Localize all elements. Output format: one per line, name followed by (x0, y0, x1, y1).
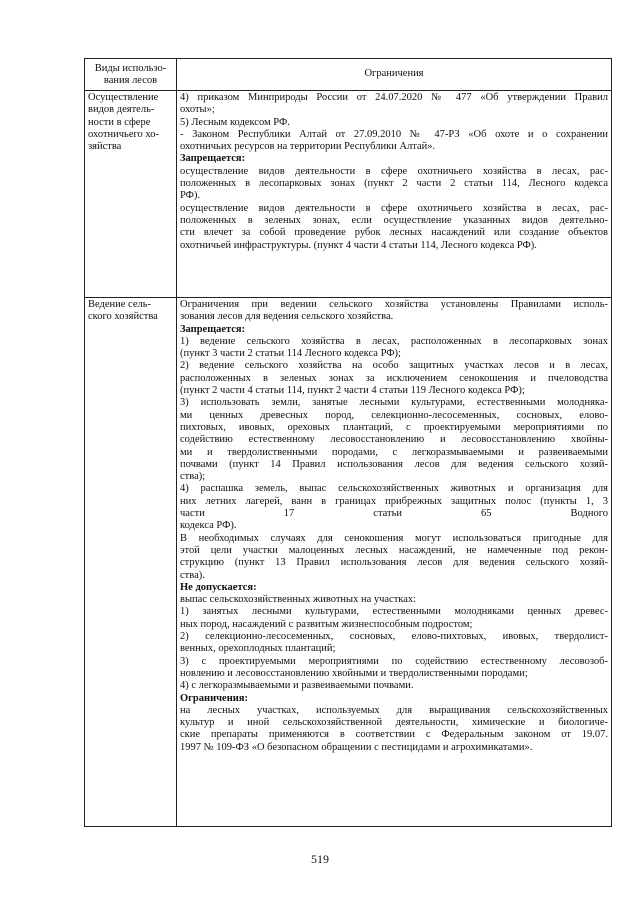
restriction-text-line: РФ). (180, 190, 201, 202)
forest-use-type-line: Ведение сель- (88, 299, 152, 310)
restriction-text-line: осуществление видов деятельности в сфере охотничьего хозяйства в лесах, рас- (180, 165, 608, 177)
restriction-text-line: 4) распашка земель, выпас сельскохозяйственных животных и организация для (180, 483, 608, 495)
restriction-text-line: ские препараты применяются в соответствии с Федеральным законом от 19.07. (180, 729, 608, 741)
restriction-text-line: ства). (180, 569, 205, 581)
restriction-text-line: охоты»; (180, 104, 215, 116)
forest-use-type-cell (85, 298, 177, 827)
section-heading: Запрещается: (180, 153, 246, 165)
restriction-text-line: ных пород, насаждений с развитым жизнеспособным подростом; (180, 618, 473, 630)
restriction-text-line: почвами (пункт 14 Правил использования лесов для ведения сельского хозяй- (180, 458, 608, 470)
restriction-text-line: положенных в лесопарковых зонах (пункт 2 части 2 статьи 114, Лесного кодекса (180, 178, 608, 190)
restriction-text-line: ми и твердолиственными породами, с легкоразмываемыми и развеиваемыми (180, 446, 608, 458)
forest-use-type-line: видов деятель- (88, 104, 155, 116)
restrictions-cell (177, 91, 612, 298)
table-header-row (85, 59, 612, 91)
restriction-text-line: венных, орехоплодных плантаций; (180, 643, 336, 655)
restriction-text-line: В необходимых случаях для сенокошения могут использоваться пригодные для (180, 532, 608, 544)
header-forest-use-line: Виды использо- (94, 62, 167, 74)
restriction-text-line: них летних лагерей, ванн в границах прибрежных защитных полос (пункты 1, 3 (180, 495, 608, 507)
restriction-text-line: сти влечет за собой проведение рубок лесных насаждений или создание объектов (180, 227, 608, 239)
restriction-text-line: (пункт 2 части 4 статьи 114, пункт 2 части 4 статьи 119 Лесного кодекса РФ); (180, 385, 525, 397)
section-heading: Ограничения: (180, 692, 248, 704)
table-row (85, 298, 612, 827)
restriction-text-line: положенных в зеленых зонах, если осуществление указанных видов деятельно- (180, 214, 608, 226)
restriction-text-line: кодекса РФ). (180, 520, 237, 532)
restriction-text-line: 1) занятых лесными культурами, естественными молодняками ценных древес- (180, 606, 608, 618)
restriction-text-line: выпас сельскохозяйственных животных на участках: (180, 594, 417, 606)
restriction-text-line: 4) приказом Минприроды России от 24.07.2020 № 477 «Об утверждении Правил (180, 92, 608, 103)
restriction-text-line: пихтовых, ивовых, ореховых плантаций, с проектируемыми мероприятиями по (180, 421, 608, 433)
restriction-text-line: зования лесов для ведения сельского хозяйства. (180, 311, 394, 323)
restriction-text-line: на лесных участках, используемых для выращивания сельскохозяйственных (180, 704, 608, 716)
restriction-text-line: содействию естественному лесовосстановлению и лесовосстановлению хвойны- (180, 434, 608, 446)
restriction-text-line: охотничьей инфраструктуры. (пункт 4 части 4 статьи 114, Лесного кодекса РФ). (180, 239, 537, 251)
restrictions-table (84, 58, 612, 827)
forest-use-type-line: зяйства (88, 141, 122, 153)
restriction-text-line: этой цели участки малоценных лесных насаждений, не намеченные под рекон- (180, 544, 608, 556)
restriction-text-line: расположенных в зеленых зонах за исключением сенокошения и пчеловодства (180, 372, 608, 384)
forest-use-type-line: ности в сфере (88, 116, 151, 128)
restriction-text-line: ми ценных древесных пород, селекционно-лесосеменных, сосновых, елово- (180, 409, 608, 421)
restrictions-cell (177, 298, 612, 827)
restriction-text-line: 4) с легкоразмываемыми и развеиваемыми почвами. (180, 680, 414, 692)
restriction-text-line: 2) ведение сельского хозяйства на особо защитных участках лесов и в лесах, (180, 360, 608, 372)
restriction-text-line: 2) селекционно-лесосеменных, сосновых, елово-пихтовых, ивовых, твердолист- (180, 631, 608, 643)
header-forest-use-line: вания лесов (103, 74, 158, 86)
forest-use-type-line: Осуществление (88, 92, 159, 103)
restriction-text-line: - Законом Республики Алтай от 27.09.2010 № 47-РЗ «Об охоте и о сохранении (180, 128, 608, 140)
restriction-text-line: новлению и лесовосстановлению хвойными и твердолиственными породами; (180, 667, 528, 679)
table-row (85, 91, 612, 298)
restriction-text-line: (пункт 3 части 2 статьи 114 Лесного кодекса РФ); (180, 348, 401, 360)
header-forest-use-types (85, 59, 177, 91)
restriction-text-line: ства); (180, 471, 206, 483)
restriction-text-line: 3) с проектируемыми мероприятиями по содействию естественному лесовозоб- (180, 655, 608, 667)
header-restrictions: Ограничения (177, 59, 612, 91)
restriction-text-line: струкцию (пункт 13 Правил использования лесов для ведения сельского хозяй- (180, 557, 608, 569)
restriction-text-line: 1) ведение сельского хозяйства в лесах, расположенных в лесопарковых зонах (180, 335, 608, 347)
restriction-text-line: 5) Лесным кодексом РФ. (180, 116, 290, 128)
restriction-text-line: части 17 статьи 65 Водного (180, 508, 608, 520)
restriction-text-line: 1997 № 109-ФЗ «О безопасном обращении с пестицидами и агрохимикатами». (180, 741, 533, 753)
page-number: 519 (311, 852, 329, 866)
forest-use-type-line: охотничьего хо- (88, 128, 160, 140)
forest-use-type-line: ского хозяйства (88, 311, 158, 323)
restriction-text-line: охотничьих ресурсов на территории Республики Алтай». (180, 141, 436, 153)
section-heading: Не допускается: (180, 581, 257, 593)
restriction-text-line: 3) использовать земли, занятые лесными культурами, естественными молодняка- (180, 397, 608, 409)
restriction-text-line: осуществление видов деятельности в сфере охотничьего хозяйства в лесах, рас- (180, 202, 608, 214)
forest-use-type-cell (85, 91, 177, 298)
restriction-text-line: Ограничения при ведении сельского хозяйства установлены Правилами исполь- (180, 299, 608, 310)
restriction-text-line: культур и иной сельскохозяйственной деятельности, химические и биологиче- (180, 717, 608, 729)
section-heading: Запрещается: (180, 323, 246, 335)
